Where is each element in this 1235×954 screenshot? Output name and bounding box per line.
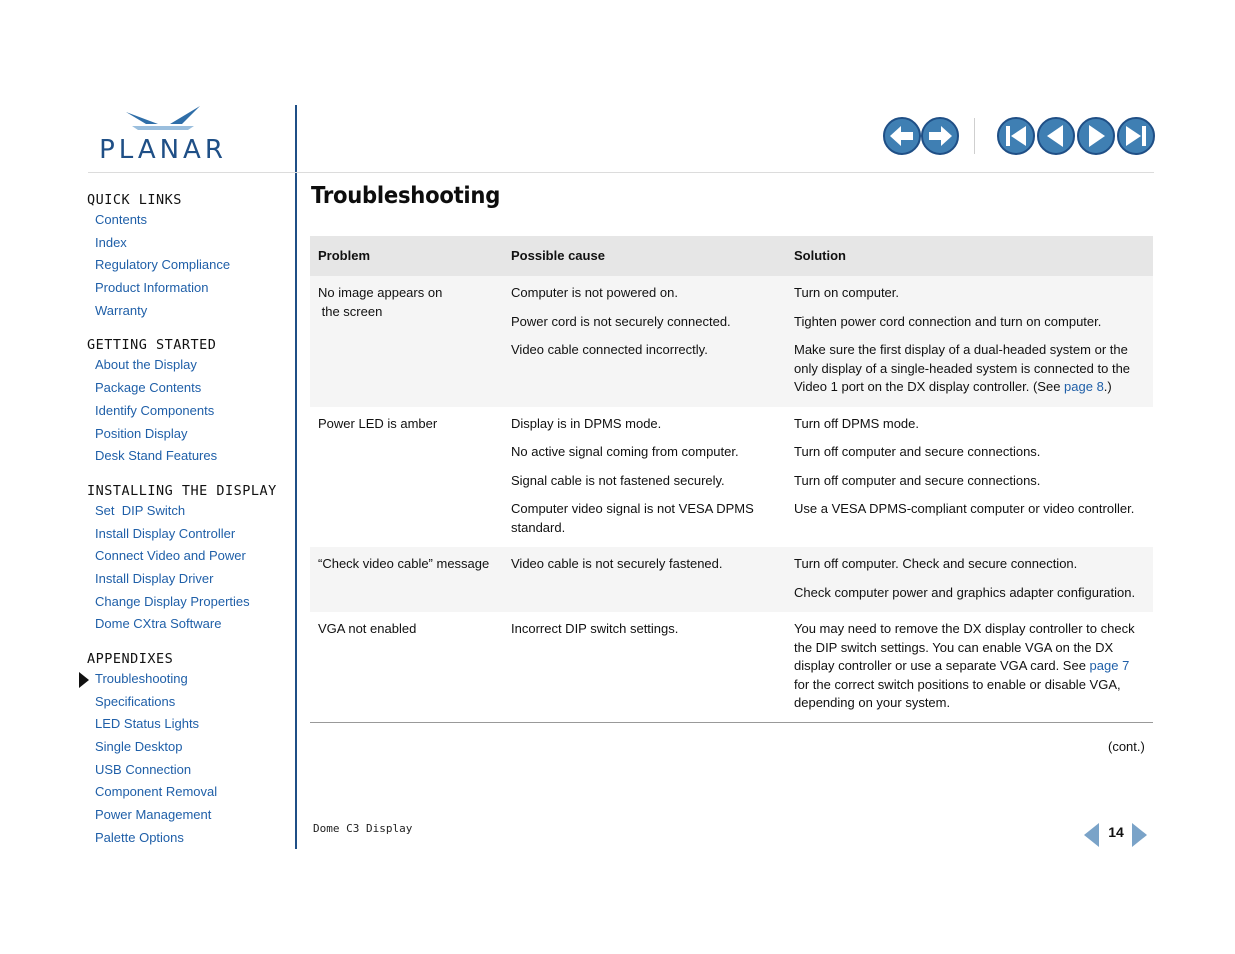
sidebar-item-specifications[interactable] xyxy=(87,691,292,714)
cause-cell: Power cord is not securely connected. xyxy=(503,308,786,337)
solution-text: You may need to remove the DX display controller to check the DIP switch settings. You can enable VGA on the DX display controller or use a separate VGA card. See xyxy=(794,621,1135,673)
sidebar-link[interactable]: About the Display xyxy=(95,357,197,373)
sidebar-item-contents[interactable] xyxy=(87,209,292,232)
sidebar-item-desk-stand-features[interactable] xyxy=(87,445,292,468)
triangle-right-icon xyxy=(1076,116,1116,156)
sidebar-link[interactable]: USB Connection xyxy=(95,761,192,777)
sidebar-link[interactable]: Identify Components xyxy=(95,402,215,418)
appendixes-list xyxy=(87,668,292,850)
sidebar-item-component-removal[interactable] xyxy=(87,781,292,804)
next-page-button[interactable] xyxy=(1076,116,1116,156)
triangle-left-icon xyxy=(1036,116,1076,156)
sidebar-item-palette-options[interactable] xyxy=(87,827,292,850)
problem-cell: “Check video cable” message xyxy=(310,547,503,612)
problem-text: the screen xyxy=(318,303,383,319)
sidebar-link[interactable]: Troubleshooting xyxy=(95,671,188,686)
sidebar-item-package-contents[interactable] xyxy=(87,377,292,400)
sidebar-link[interactable]: Index xyxy=(95,234,127,250)
sidebar-link[interactable]: Warranty xyxy=(95,302,148,318)
solution-cell: Check computer power and graphics adapter configuration. xyxy=(786,579,1153,613)
troubleshooting-table xyxy=(310,236,1153,723)
cause-cell: Video cable connected incorrectly. xyxy=(503,336,786,407)
sidebar-link[interactable]: Position Display xyxy=(95,425,188,441)
planar-logo xyxy=(88,104,238,162)
page-navigation xyxy=(1083,820,1149,848)
sidebar-divider xyxy=(295,105,297,849)
next-page-arrow-icon[interactable] xyxy=(1130,822,1148,848)
table-header-row xyxy=(310,236,1153,276)
quick-links-list xyxy=(87,209,292,322)
problem-cell: VGA not enabled xyxy=(310,612,503,722)
solution-cell: Turn off DPMS mode. xyxy=(794,415,919,431)
sidebar-link[interactable]: Set DIP Switch xyxy=(95,502,186,518)
last-page-button[interactable] xyxy=(1116,116,1156,156)
getting-started-list xyxy=(87,354,292,467)
sidebar-link[interactable]: Connect Video and Power xyxy=(95,548,246,564)
skip-last-icon xyxy=(1116,116,1156,156)
solution-text: for the correct switch positions to enable or disable VGA, depending on your system. xyxy=(794,676,1121,710)
sidebar-link[interactable]: Install Display Driver xyxy=(95,570,214,586)
sidebar-item-dome-cxtra-software[interactable] xyxy=(87,613,292,636)
problem-cell xyxy=(310,276,503,407)
nav-separator xyxy=(974,118,975,154)
arrow-right-icon xyxy=(920,116,960,156)
cause-cell: Signal cable is not fastened securely. xyxy=(511,472,725,488)
footer-document-title: Dome C3 Display xyxy=(313,822,413,835)
sidebar-item-connect-video-and-power[interactable] xyxy=(87,545,292,568)
sidebar-item-single-desktop[interactable] xyxy=(87,736,292,759)
table-row xyxy=(310,407,1153,439)
solution-cell: Turn off computer and secure connections. xyxy=(794,472,1041,488)
solution-cell: Turn off computer. Check and secure connection. xyxy=(786,547,1153,579)
installing-list xyxy=(87,500,292,636)
sidebar-item-warranty[interactable] xyxy=(87,300,292,323)
table-row xyxy=(310,612,1153,722)
sidebar-link[interactable]: Specifications xyxy=(95,693,176,709)
forward-button[interactable] xyxy=(920,116,960,156)
sidebar-link[interactable]: Contents xyxy=(95,212,148,227)
first-page-button[interactable] xyxy=(996,116,1036,156)
sidebar-item-identify-components[interactable] xyxy=(87,400,292,423)
sidebar-link[interactable]: Power Management xyxy=(95,807,212,823)
page-number: 14 xyxy=(1108,824,1124,840)
sidebar-link[interactable]: Single Desktop xyxy=(95,739,183,755)
sidebar-link[interactable]: Component Removal xyxy=(95,784,218,800)
sidebar-item-about-the-display[interactable] xyxy=(87,354,292,377)
sidebar-item-regulatory-compliance[interactable] xyxy=(87,254,292,277)
section-title-appendixes: APPENDIXES xyxy=(87,651,174,667)
sidebar-item-set-dip-switch[interactable] xyxy=(87,500,292,523)
sidebar-link[interactable]: LED Status Lights xyxy=(95,716,200,732)
problem-cell: Power LED is amber xyxy=(318,415,438,431)
cause-cell: No active signal coming from computer. xyxy=(511,444,739,459)
arrow-left-icon xyxy=(882,116,922,156)
page-8-link[interactable]: page 8 xyxy=(1064,379,1104,394)
sidebar-item-install-display-controller[interactable] xyxy=(87,523,292,546)
continued-label: (cont.) xyxy=(1108,739,1145,754)
cause-cell: Computer is not powered on. xyxy=(503,276,786,308)
section-title-installing-the-display: INSTALLING THE DISPLAY xyxy=(87,482,277,499)
sidebar-link[interactable]: Palette Options xyxy=(95,829,184,845)
solution-cell: Tighten power cord connection and turn on computer. xyxy=(786,308,1153,337)
previous-page-button[interactable] xyxy=(1036,116,1076,156)
sidebar-item-power-management[interactable] xyxy=(87,804,292,827)
header-solution: Solution xyxy=(786,236,1153,276)
cause-cell: Video cable is not securely fastened. xyxy=(503,547,786,579)
solution-cell: Turn off computer and secure connections. xyxy=(794,444,1041,459)
sidebar-link[interactable]: Regulatory Compliance xyxy=(95,257,231,273)
previous-page-arrow-icon[interactable] xyxy=(1083,822,1101,848)
sidebar-item-product-information[interactable] xyxy=(87,277,292,300)
sidebar-item-usb-connection[interactable] xyxy=(87,759,292,782)
solution-text: Make sure the first display of a dual-headed system or the only display of a single-headed system is connected to the Video 1 port on the DX display controller. (See xyxy=(794,342,1131,394)
solution-cell xyxy=(786,336,1153,407)
header-problem: Problem xyxy=(310,236,503,276)
cause-cell xyxy=(503,579,786,613)
problem-text: No image appears on xyxy=(318,285,443,300)
sidebar-item-index[interactable] xyxy=(87,232,292,255)
svg-text:PLANAR: PLANAR xyxy=(99,135,227,162)
page-title: Troubleshooting xyxy=(311,183,501,209)
sidebar-link[interactable]: Desk Stand Features xyxy=(95,448,218,464)
sidebar xyxy=(87,191,292,864)
solution-cell: Use a VESA DPMS-compliant computer or video controller. xyxy=(794,501,1135,516)
cause-cell: Incorrect DIP switch settings. xyxy=(503,612,786,722)
solution-cell xyxy=(786,612,1153,722)
header-possible-cause: Possible cause xyxy=(503,236,786,276)
sidebar-item-troubleshooting[interactable] xyxy=(87,668,292,691)
sidebar-link[interactable]: Product Information xyxy=(95,280,209,296)
current-page-marker-icon xyxy=(79,672,89,688)
sidebar-item-position-display[interactable] xyxy=(87,423,292,446)
table-row xyxy=(310,276,1153,308)
sidebar-item-install-display-driver[interactable] xyxy=(87,568,292,591)
cause-cell: Computer video signal is not VESA DPMS standard. xyxy=(511,501,754,535)
section-title-getting-started: GETTING STARTED xyxy=(87,337,217,354)
skip-first-icon xyxy=(996,116,1036,156)
top-navigation xyxy=(880,116,1155,158)
table-row xyxy=(310,547,1153,579)
header-divider xyxy=(88,172,1154,173)
page-7-link[interactable]: page 7 xyxy=(1089,658,1130,673)
solution-cell: Turn on computer. xyxy=(786,276,1153,308)
sidebar-link[interactable]: Package Contents xyxy=(95,380,202,396)
section-title-quick-links: QUICK LINKS xyxy=(87,192,182,208)
cause-cell: Display is in DPMS mode. xyxy=(511,415,662,431)
sidebar-item-change-display-properties[interactable] xyxy=(87,591,292,614)
sidebar-link[interactable]: Install Display Controller xyxy=(95,525,236,541)
sidebar-item-led-status-lights[interactable] xyxy=(87,713,292,736)
sidebar-link[interactable]: Dome CXtra Software xyxy=(95,616,222,632)
back-button[interactable] xyxy=(882,116,922,156)
solution-text: .) xyxy=(1103,379,1112,394)
sidebar-link[interactable]: Change Display Properties xyxy=(95,593,250,609)
